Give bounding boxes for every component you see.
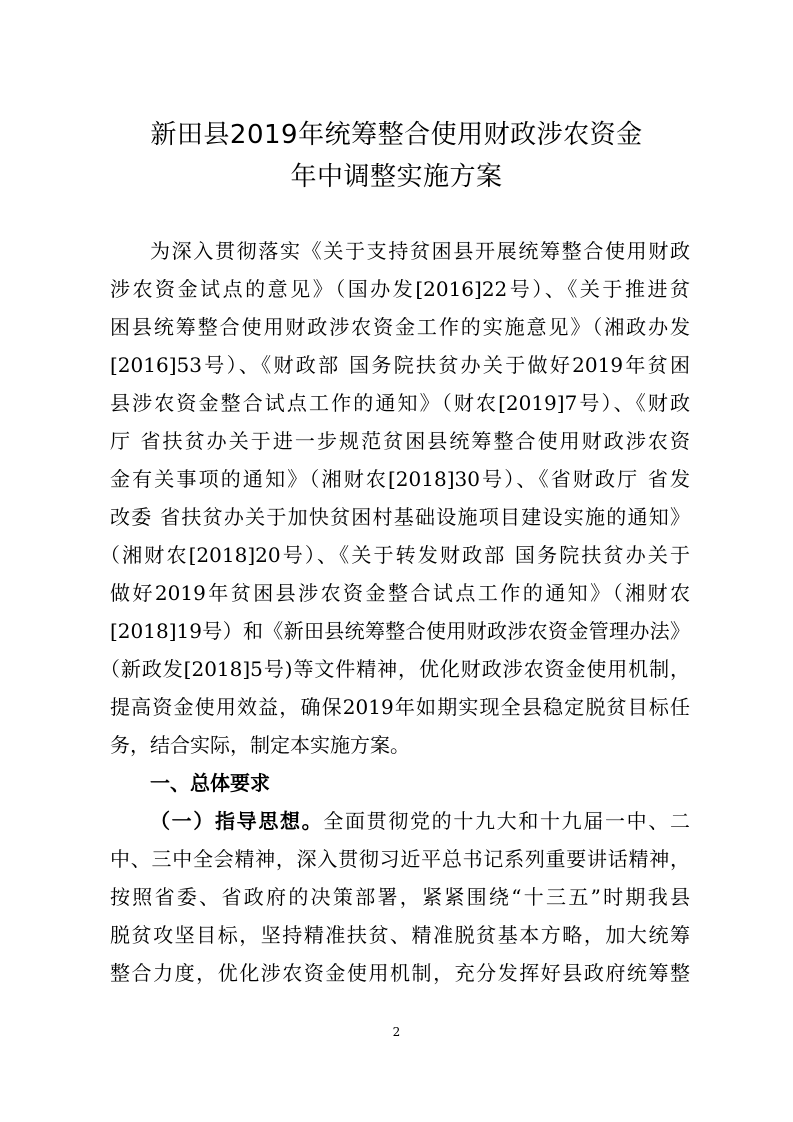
paragraph-1-line: 困县统筹整合使用财政涉农资金工作的实施意见》（湘政办发 [110, 315, 690, 339]
paragraph-2-line: 按照省委、省政府的决策部署，紧紧围绕“十三五”时期我县 [110, 885, 690, 909]
paragraph-1-line: [2018]19号）和《新田县统筹整合使用财政涉农资金管理办法》 [110, 619, 690, 643]
subsection-label: （一）指导思想。 [150, 809, 324, 833]
paragraph-1-line: （湘财农[2018]20号）、《关于转发财政部 国务院扶贫办关于 [100, 543, 690, 567]
paragraph-1-line: 金有关事项的通知》（湘财农[2018]30号）、《省财政厅 省发 [110, 467, 690, 491]
paragraph-2-line: 整合力度，优化涉农资金使用机制，充分发挥好县政府统筹整 [110, 961, 690, 985]
document-title [0, 114, 793, 198]
paragraph-1-line: 提高资金使用效益，确保2019年如期实现全县稳定脱贫目标任 [110, 695, 690, 719]
paragraph-1-line: [2016]53号）、《财政部 国务院扶贫办关于做好2019年贫困 [110, 353, 690, 377]
paragraph-1-line: 厅 省扶贫办关于进一步规范贫困县统筹整合使用财政涉农资 [110, 429, 690, 453]
paragraph-2-line: 中、三中全会精神，深入贯彻习近平总书记系列重要讲话精神， [110, 847, 690, 871]
title-line-1: 新田县2019年统筹整合使用财政涉农资金 [150, 120, 643, 150]
paragraph-2-first-line-text: 全面贯彻党的十九大和十九届一中、二 [323, 809, 690, 833]
paragraph-1-line: 务，结合实际，制定本实施方案。 [110, 733, 410, 757]
paragraph-1-line: （新政发[2018]5号)等文件精神，优化财政涉农资金使用机制， [100, 657, 690, 681]
page-number: 2 [392, 1025, 401, 1039]
document-body [100, 232, 690, 992]
title-line-2: 年中调整实施方案 [290, 162, 503, 192]
paragraph-1-line: 涉农资金试点的意见》（国办发[2016]22号）、《关于推进贫 [110, 277, 690, 301]
paragraph-2-first-line [110, 802, 690, 840]
paragraph-1-line: 做好2019年贫困县涉农资金整合试点工作的通知》（湘财农 [110, 581, 690, 605]
paragraph-1-line: 为深入贯彻落实《关于支持贫困县开展统筹整合使用财政 [150, 239, 690, 263]
paragraph-2-line: 脱贫攻坚目标，坚持精准扶贫、精准脱贫基本方略，加大统筹 [110, 923, 690, 947]
section-heading: 一、总体要求 [150, 771, 270, 795]
paragraph-1-line: 改委 省扶贫办关于加快贫困村基础设施项目建设实施的通知》 [110, 505, 690, 529]
paragraph-1-line: 县涉农资金整合试点工作的通知》（财农[2019]7号）、《财政 [110, 391, 690, 415]
